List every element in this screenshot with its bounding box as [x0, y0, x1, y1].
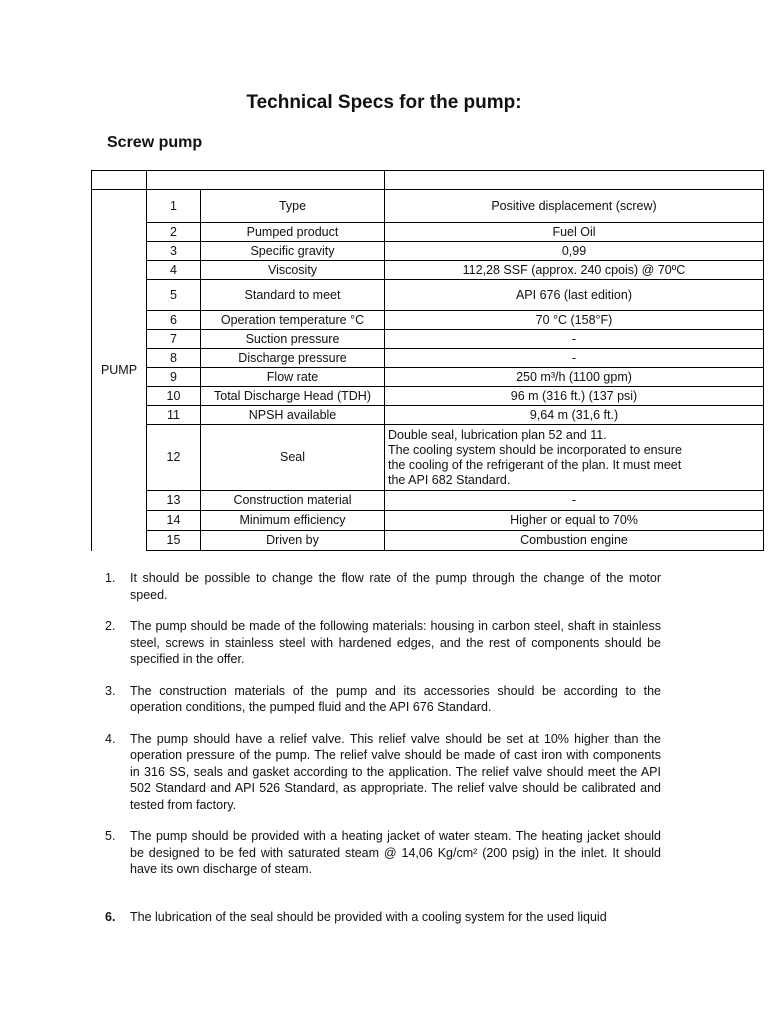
- row-number: 14: [147, 511, 201, 531]
- row-value: API 676 (last edition): [385, 280, 764, 311]
- list-text: The construction materials of the pump and its accessories should be according to the operation conditions, the pumped fluid and the API 676 Standard.: [130, 683, 661, 714]
- row-number: 7: [147, 330, 201, 349]
- list-number: 1.: [105, 571, 116, 585]
- row-parameter: Pumped product: [201, 223, 385, 242]
- list-text: The pump should have a relief valve. This relief valve should be set at 10% higher than the operation pressure of the pump. The relief valve should be made of cast iron with components in 316 SS, seals and gasket according to the application. The relief valve should meet the API 502 Standard and API 526 Standard, as appropriate. The relief valve should be calibrated and tested from factory.: [130, 731, 661, 812]
- list-item: [105, 731, 661, 814]
- header-cell: [385, 171, 764, 190]
- table-row: [92, 531, 764, 551]
- row-number: 10: [147, 387, 201, 406]
- seal-line: the cooling of the refrigerant of the plan. It must meet: [388, 457, 682, 472]
- list-item: [105, 909, 661, 926]
- row-parameter: Discharge pressure: [201, 349, 385, 368]
- seal-line: the API 682 Standard.: [388, 472, 511, 487]
- table-row: [92, 349, 764, 368]
- row-parameter: Viscosity: [201, 261, 385, 280]
- list-item: [105, 683, 661, 716]
- table-row: [92, 190, 764, 223]
- table-row: [92, 311, 764, 330]
- row-value: Positive displacement (screw): [385, 190, 764, 223]
- row-parameter: Seal: [201, 425, 385, 491]
- row-value: 96 m (316 ft.) (137 psi): [385, 387, 764, 406]
- table-row: [92, 491, 764, 511]
- list-text: The pump should be provided with a heating jacket of water steam. The heating jacket should be designed to be fed with saturated steam @ 14,06 Kg/cm² (200 psig) in the inlet. It should have its own discharge of steam.: [130, 829, 661, 876]
- row-parameter: Total Discharge Head (TDH): [201, 387, 385, 406]
- list-number: 6.: [105, 909, 116, 924]
- list-text: It should be possible to change the flow rate of the pump through the change of the motor speed.: [130, 571, 661, 602]
- row-parameter: NPSH available: [201, 406, 385, 425]
- header-cell: [92, 171, 147, 190]
- spec-table: [91, 170, 764, 551]
- list-number: 3.: [105, 683, 116, 698]
- list-text: The lubrication of the seal should be provided with a cooling system for the used liquid: [130, 909, 607, 924]
- notes-list: [105, 570, 661, 925]
- table-header-row: [92, 171, 764, 190]
- row-number: 4: [147, 261, 201, 280]
- row-number: 8: [147, 349, 201, 368]
- table-row: [92, 261, 764, 280]
- group-label-cell: PUMP: [92, 190, 147, 551]
- row-number: 13: [147, 491, 201, 511]
- row-number: 12: [147, 425, 201, 491]
- row-parameter: Driven by: [201, 531, 385, 551]
- row-value: -: [385, 349, 764, 368]
- header-cell: [147, 171, 385, 190]
- row-value: 0,99: [385, 242, 764, 261]
- row-number: 2: [147, 223, 201, 242]
- table-row: [92, 425, 764, 491]
- row-parameter: Flow rate: [201, 368, 385, 387]
- row-parameter: Construction material: [201, 491, 385, 511]
- row-number: 1: [147, 190, 201, 223]
- table-row: [92, 387, 764, 406]
- row-number: 9: [147, 368, 201, 387]
- row-value: -: [385, 491, 764, 511]
- list-number: 2.: [105, 619, 116, 633]
- row-parameter: Minimum efficiency: [201, 511, 385, 531]
- list-item: [105, 570, 661, 603]
- row-value: Combustion engine: [385, 531, 764, 551]
- document-title: Technical Specs for the pump:: [246, 92, 522, 113]
- section-heading: Screw pump: [107, 134, 203, 151]
- table-row: [92, 330, 764, 349]
- table-row: [92, 406, 764, 425]
- row-number: 11: [147, 406, 201, 425]
- row-number: 15: [147, 531, 201, 551]
- list-item: [105, 618, 661, 668]
- row-value: 250 m³/h (1100 gpm): [385, 368, 764, 387]
- row-value: 9,64 m (31,6 ft.): [385, 406, 764, 425]
- row-number: 6: [147, 311, 201, 330]
- list-item: [105, 828, 661, 878]
- table-row: [92, 242, 764, 261]
- table-row: [92, 280, 764, 311]
- row-value: -: [385, 330, 764, 349]
- list-text: The pump should be made of the following materials: housing in carbon steel, shaft in stainless steel, screws in stainless steel with hardened edges, and the rest of components should be specified in the offer.: [130, 619, 661, 666]
- row-parameter: Specific gravity: [201, 242, 385, 261]
- row-parameter: Standard to meet: [201, 280, 385, 311]
- row-value: 70 °C (158°F): [385, 311, 764, 330]
- list-number: 5.: [105, 829, 116, 843]
- list-number: 4.: [105, 731, 116, 746]
- table-row: [92, 368, 764, 387]
- row-parameter: Suction pressure: [201, 330, 385, 349]
- table-row: [92, 511, 764, 531]
- row-parameter: Operation temperature °C: [201, 311, 385, 330]
- row-parameter: Type: [201, 190, 385, 223]
- seal-line: Double seal, lubrication plan 52 and 11.: [388, 427, 607, 442]
- row-value: Fuel Oil: [385, 223, 764, 242]
- row-value-multiline: [385, 425, 764, 491]
- row-value: Higher or equal to 70%: [385, 511, 764, 531]
- row-number: 5: [147, 280, 201, 311]
- table-row: [92, 223, 764, 242]
- row-value: 112,28 SSF (approx. 240 cpois) @ 70ºC: [385, 261, 764, 280]
- row-number: 3: [147, 242, 201, 261]
- seal-line: The cooling system should be incorporated to ensure: [388, 442, 682, 457]
